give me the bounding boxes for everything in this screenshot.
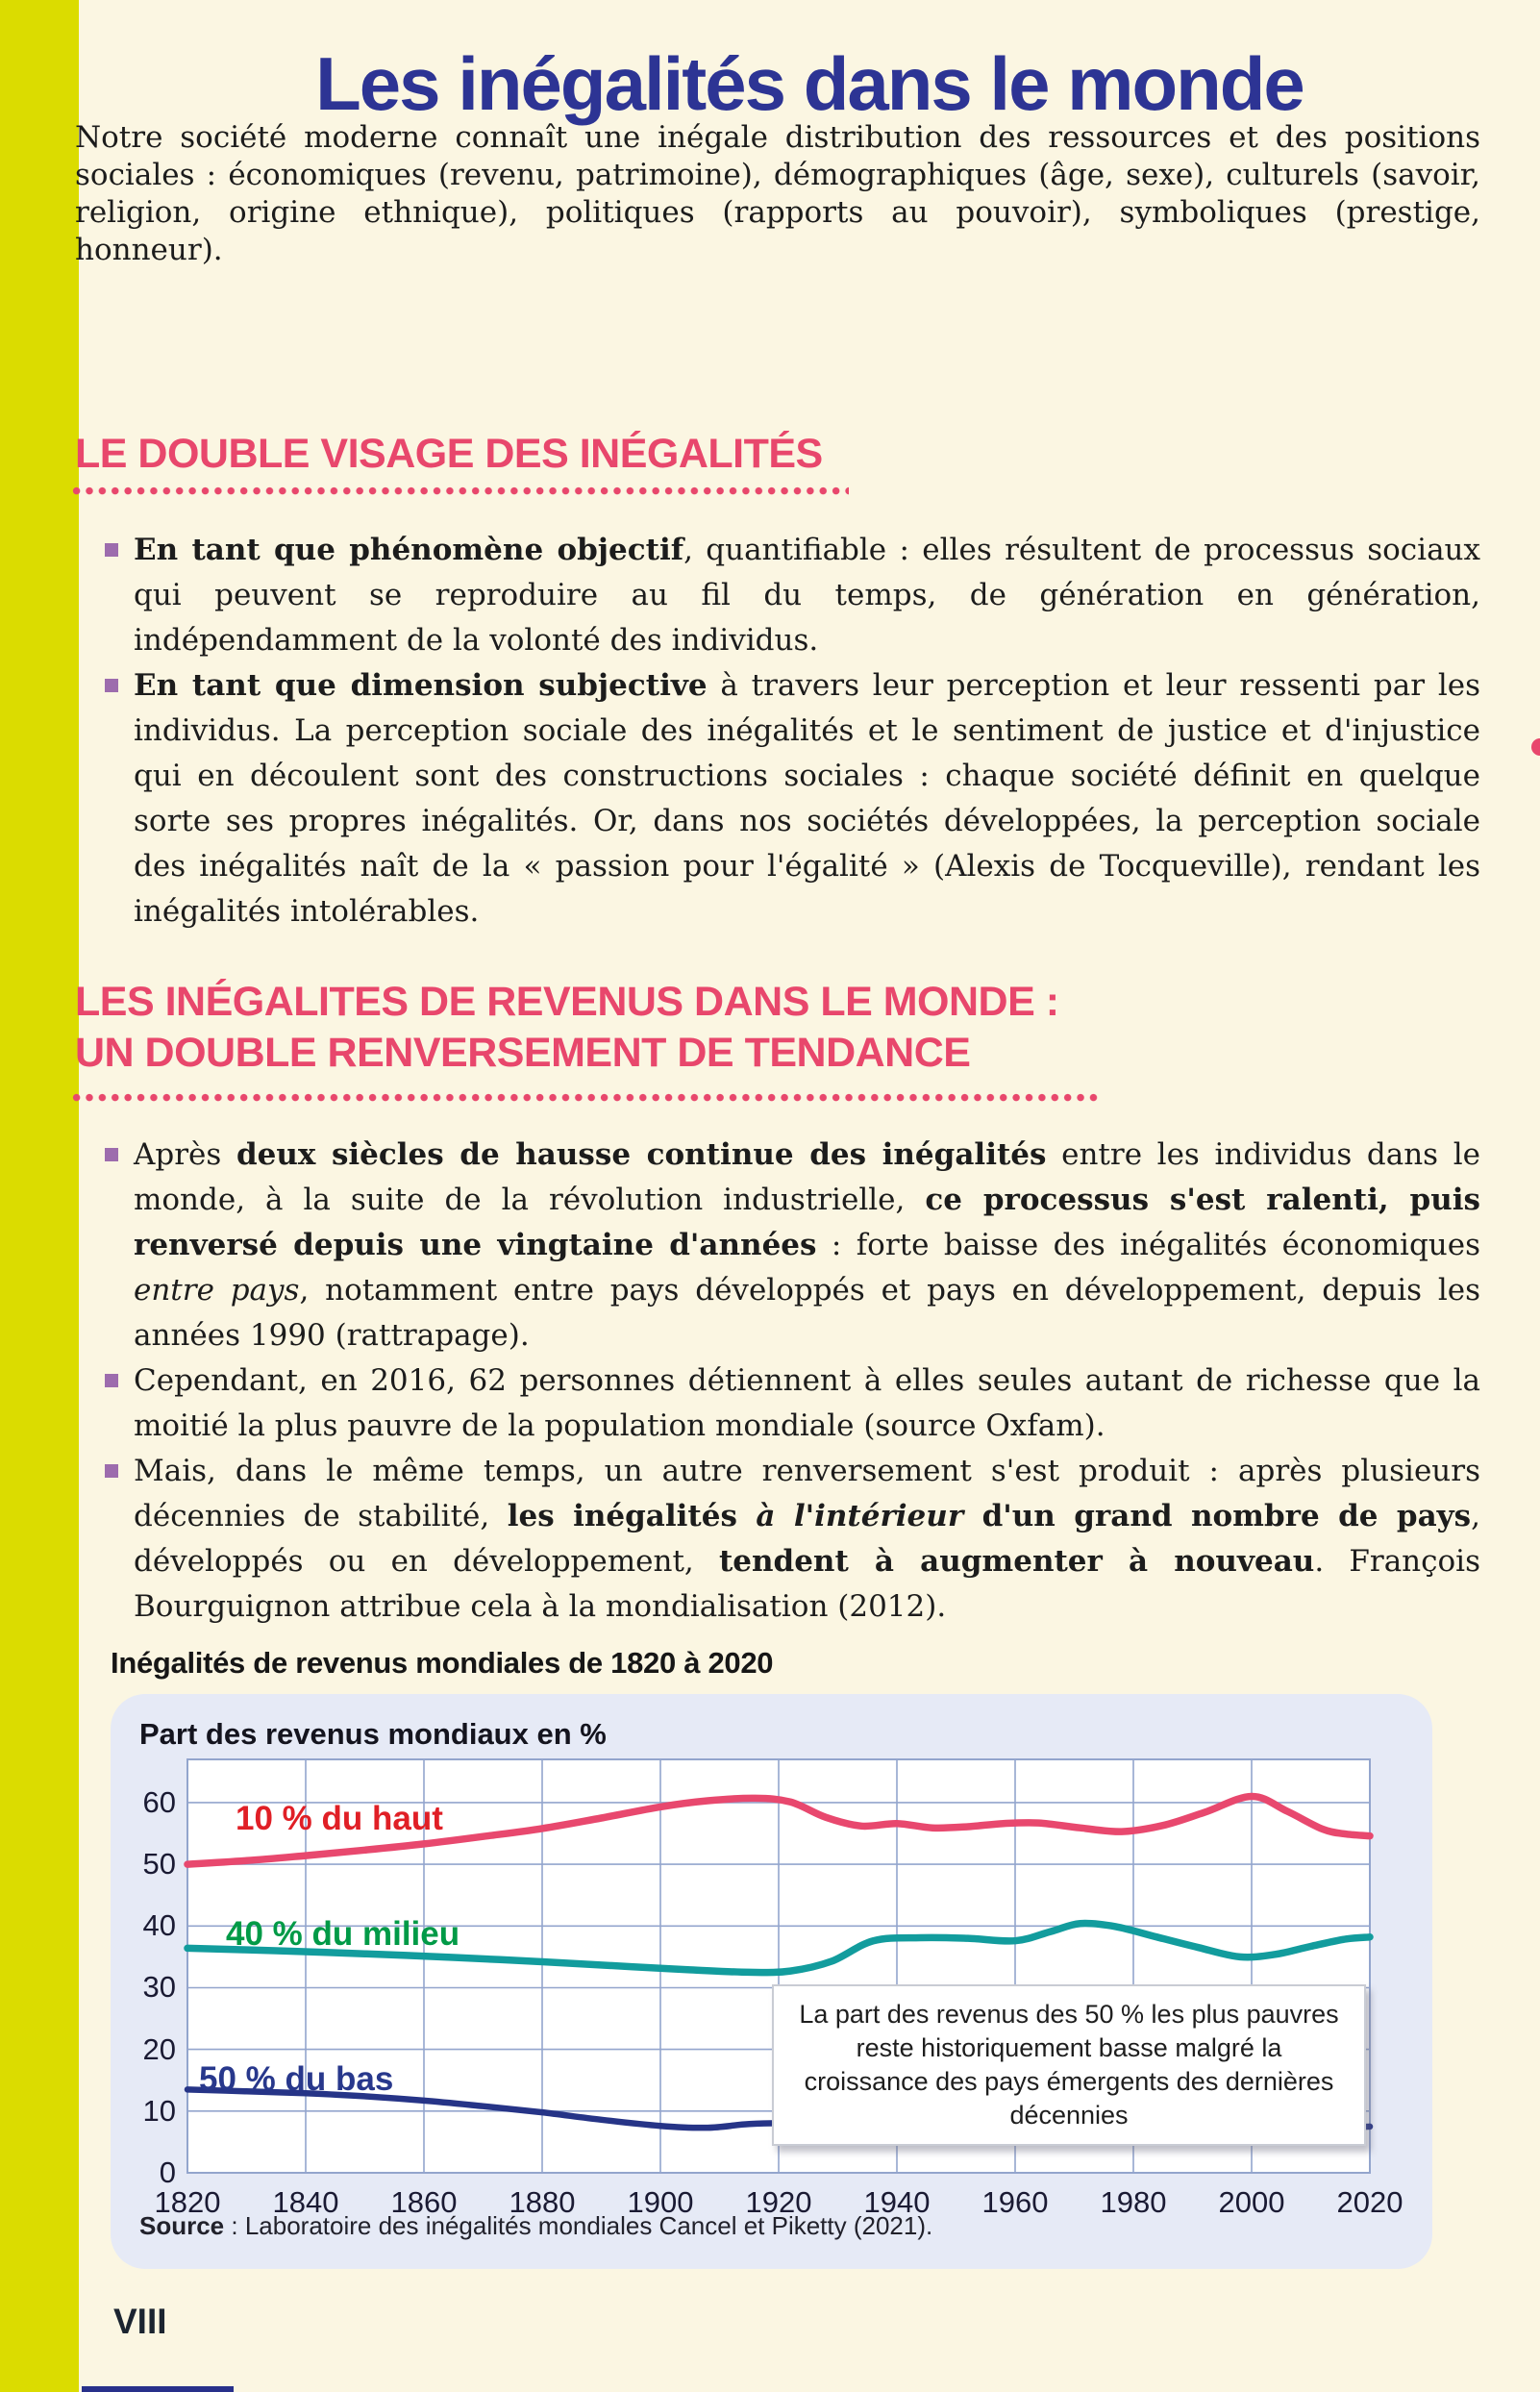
x-tick-label: 1860 (390, 2185, 458, 2219)
y-tick-label: 20 (142, 2031, 176, 2066)
list-item-text: Cependant, en 2016, 62 personnes détiennent à elles seules autant de richesse que la moitié la plus pauvre de la population mondiale (source Oxfam). (134, 1363, 1480, 1443)
bullet-square-icon (105, 1148, 118, 1161)
bottom-tab (82, 2386, 234, 2392)
section-heading-1: LE DOUBLE VISAGE DES INÉGALITÉS (75, 431, 823, 477)
page-number: VIII (113, 2302, 167, 2341)
x-tick-label: 1920 (745, 2185, 812, 2219)
figure-title: Inégalités de revenus mondiales de 1820 à 2020 (111, 1646, 774, 1680)
list-item-text: Après deux siècles de hausse continue des inégalités entre les individus dans le monde, à la suite de la révolution industrielle, ce processus s'est ralenti, puis renversé depuis une vingtaine d'années : forte baisse des inégalités économiques entre pays, notamment entre pays développés et pays en développement, depuis les années 1990 (rattrapage). (134, 1137, 1481, 1353)
dotted-rule-2 (72, 1093, 1099, 1103)
chart-axis-title: Part des revenus mondiaux en % (139, 1717, 607, 1751)
source-label: Source (139, 2211, 225, 2240)
x-tick-label: 1820 (154, 2185, 221, 2219)
x-tick-label: 1940 (863, 2185, 931, 2219)
bullet-square-icon (105, 679, 118, 692)
left-margin-bar (0, 0, 79, 2392)
y-tick-label: 40 (142, 1908, 176, 1943)
x-tick-label: 1880 (509, 2185, 576, 2219)
intro-paragraph: Notre société moderne connaît une inégale distribution des ressources et des positions sociales : économiques (revenu, patrimoine), démographiques (âge, sexe), culturels (savoir, religion, origine ethnique), politiques (rapports au pouvoir), symboliques (prestige, honneur). (75, 120, 1480, 267)
list-item-text: En tant que phénomène objectif, quantifiable : elles résultent de processus sociaux qui peuvent se reproduire au fil du temps, de génération en génération, indépendamment de la volonté des individus. (134, 533, 1480, 658)
y-tick-label: 0 (159, 2155, 176, 2189)
source-line (139, 2211, 932, 2241)
page-title: Les inégalités dans le monde (315, 41, 1304, 126)
y-tick-label: 50 (142, 1847, 176, 1881)
list-item-text: Mais, dans le même temps, un autre renversement s'est produit : après plusieurs décennies de stabilité, les inégalités à l'intérieur d'un grand nombre de pays, développés ou en développement, tendent à augmenter à nouveau. François Bourguignon attribue cela à la mondialisation (2012). (134, 1454, 1480, 1624)
annotation-box (772, 1984, 1366, 2146)
bullet-square-icon (105, 1464, 118, 1478)
list-item (72, 1133, 1480, 1358)
series-label-mid40: 40 % du milieu (226, 1915, 460, 1953)
x-tick-label: 1960 (981, 2185, 1049, 2219)
series-label-top10: 10 % du haut (236, 1800, 443, 1837)
annotation-text: La part des revenus des 50 % les plus pauvres reste historiquement basse malgré la croissance des pays émergents des dernières décennies (799, 2000, 1339, 2130)
list-item (72, 528, 1480, 663)
y-tick-label: 60 (142, 1784, 176, 1819)
x-tick-label: 2020 (1336, 2185, 1403, 2219)
bullet-square-icon (105, 543, 118, 557)
list-item (72, 1449, 1480, 1630)
section-heading-2-line2: UN DOUBLE RENVERSEMENT DE TENDANCE (75, 1030, 971, 1076)
list-item (72, 1358, 1480, 1449)
list-item (72, 663, 1480, 934)
x-tick-label: 1900 (627, 2185, 694, 2219)
bullet-square-icon (105, 1374, 118, 1387)
dotted-rule-1 (72, 486, 849, 496)
bullet-list-2 (72, 1133, 1480, 1630)
x-tick-label: 2000 (1218, 2185, 1285, 2219)
y-tick-label: 10 (142, 2093, 176, 2128)
y-tick-label: 30 (142, 1970, 176, 2005)
x-tick-label: 1980 (1100, 2185, 1167, 2219)
chart-panel (111, 1694, 1432, 2269)
source-text: : Laboratoire des inégalités mondiales Cancel et Piketty (2021). (224, 2211, 933, 2240)
section-heading-2-line1: LES INÉGALITES DE REVENUS DANS LE MONDE : (75, 979, 1059, 1025)
series-label-bot50: 50 % du bas (199, 2060, 394, 2098)
page-edge-mark (1531, 738, 1540, 756)
x-tick-label: 1840 (272, 2185, 339, 2219)
bullet-list-1 (72, 528, 1480, 934)
list-item-text: En tant que dimension subjective à travers leur perception et leur ressenti par les individus. La perception sociale des inégalités et le sentiment de justice et d'injustice qui en découlent sont des constructions sociales : chaque société définit en quelque sorte ses propres inégalités. Or, dans nos sociétés développées, la perception sociale des inégalités naît de la « passion pour l'égalité » (Alexis de Tocqueville), rendant les inégalités intolérables. (134, 668, 1480, 929)
